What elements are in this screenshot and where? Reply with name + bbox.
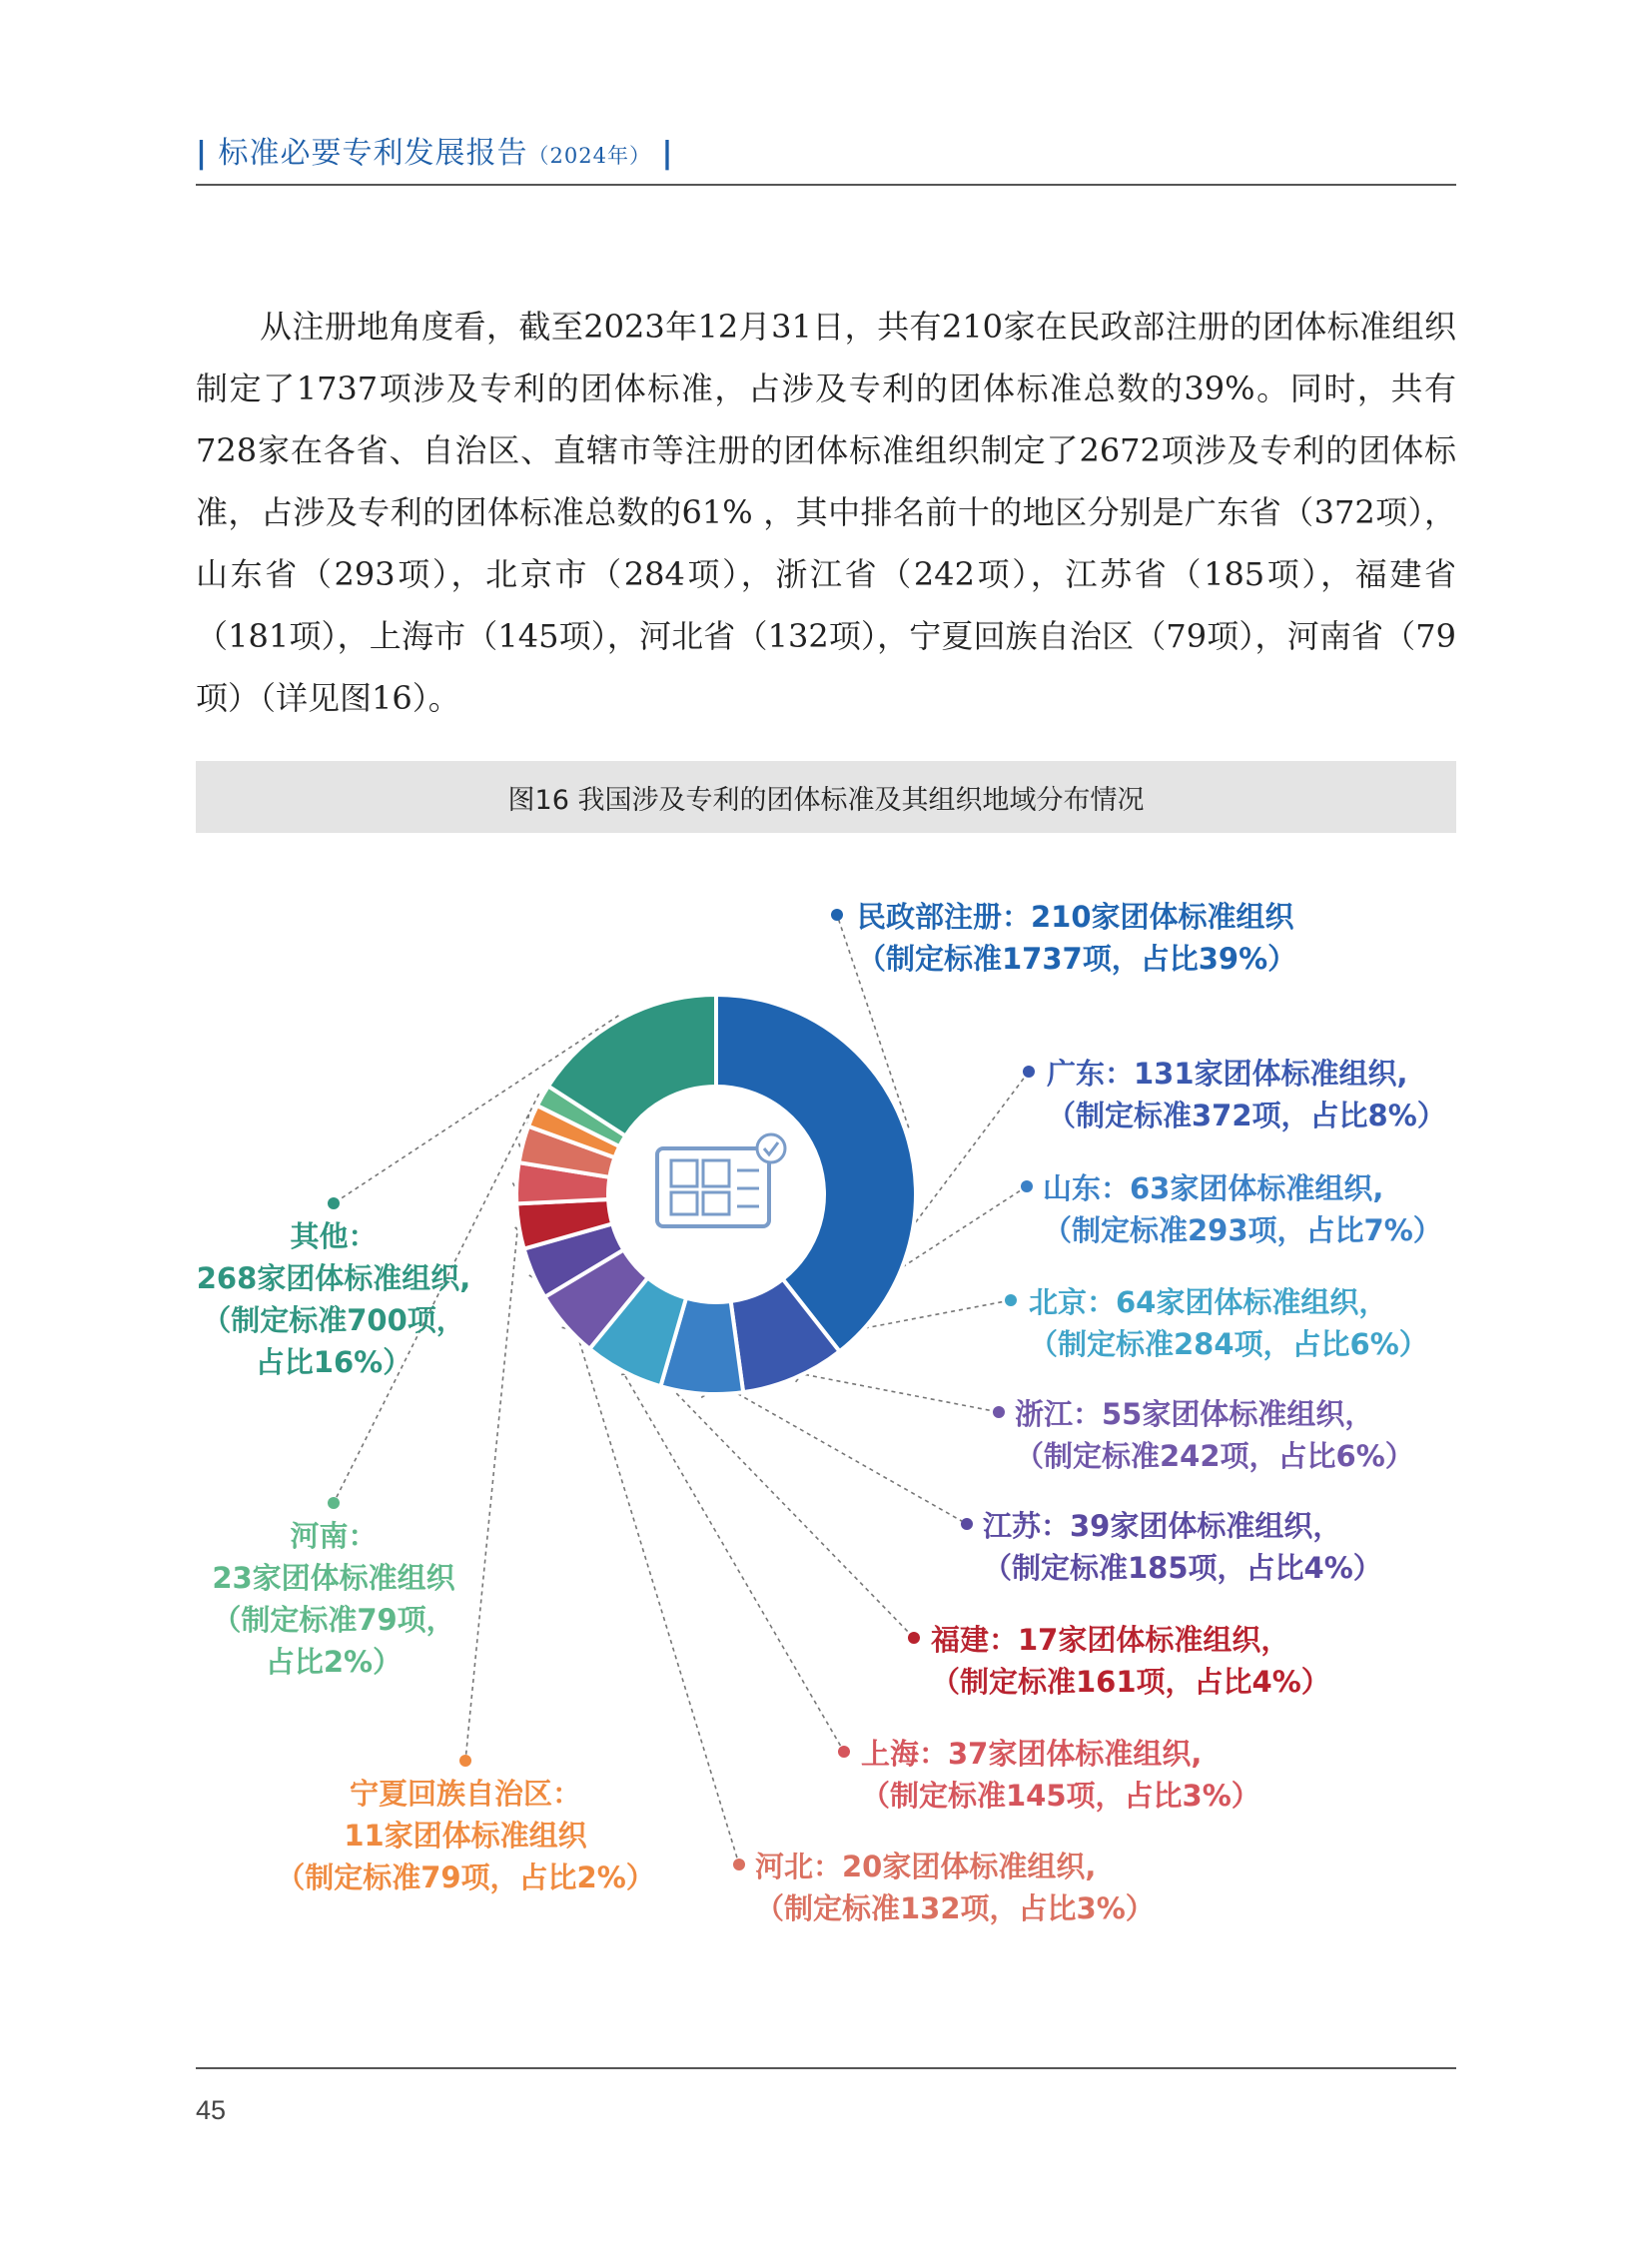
slice-label: （制定标准79项，占比2%） — [276, 1861, 655, 1894]
label-marker — [993, 1406, 1005, 1418]
report-year: （2024年） — [527, 144, 651, 168]
footer-rule — [196, 2067, 1456, 2069]
report-title: 标准必要专利发展报告 — [218, 136, 528, 171]
label-marker — [1021, 1180, 1033, 1192]
label-marker — [1005, 1294, 1017, 1306]
label-marker — [1023, 1066, 1035, 1078]
slice-label: （制定标准1737项，占比39%） — [857, 942, 1297, 976]
standard-document-icon — [657, 1134, 785, 1226]
running-header: | 标准必要专利发展报告（2024年） | — [196, 136, 674, 171]
label-marker — [328, 1497, 340, 1509]
slice-label: （制定标准293项，占比7%） — [1043, 1213, 1442, 1247]
slice-label: （制定标准284项，占比6%） — [1029, 1327, 1428, 1361]
slice-label: 北京：64家团体标准组织， — [1029, 1285, 1388, 1319]
slice-label: 福建：17家团体标准组织， — [931, 1623, 1290, 1657]
label-marker — [838, 1746, 850, 1758]
slice-label: 上海：37家团体标准组织, — [861, 1737, 1203, 1771]
slice-label: （制定标准185项，占比4%） — [983, 1551, 1382, 1585]
label-marker — [459, 1755, 471, 1767]
slice-label: 河北：20家团体标准组织, — [755, 1850, 1097, 1883]
slice-label: 11家团体标准组织 — [344, 1819, 587, 1853]
body-text: 从注册地角度看，截至2023年12月31日，共有210家在民政部注册的团体标准组织制定了1737项涉及专利的团体标准，占涉及专利的团体标准总数的39%。同时，共有728家在各省、自治区、直辖市等注册的团体标准组织制定了2672项涉及专利的团体标准，占涉及专利的团体标准总数的61% ，其中排名前十的地区分别是广东省（372项），山东省（293项），北京市（284项），浙江省（242项），江苏省（185项），福建省（181项），上海市（145项），河北省（132项），宁夏回族自治区（79项），河南省（79项）（详见图16）。 — [196, 308, 1456, 717]
slice-label: 宁夏回族自治区： — [349, 1777, 582, 1811]
figure-title: 图16 我国涉及专利的团体标准及其组织地域分布情况 — [507, 784, 1145, 816]
slice-label: （制定标准700项， — [202, 1303, 465, 1337]
slice-label: 浙江：55家团体标准组织， — [1015, 1397, 1374, 1431]
slice-label: 其他： — [290, 1219, 378, 1253]
slice-label: 江苏：39家团体标准组织， — [983, 1509, 1342, 1543]
slice-label: （制定标准79项， — [212, 1603, 455, 1637]
slice-label: 广东：131家团体标准组织, — [1047, 1057, 1408, 1091]
label-marker — [908, 1632, 920, 1644]
slice-label: 民政部注册：210家团体标准组织 — [857, 900, 1294, 934]
slice-label: 占比2%） — [265, 1645, 403, 1679]
slice-label: 山东：63家团体标准组织, — [1043, 1171, 1384, 1205]
donut-slices — [516, 995, 916, 1394]
label-marker — [328, 1197, 340, 1209]
label-marker — [961, 1518, 973, 1530]
slice-label: 河南： — [290, 1519, 378, 1553]
leader-line — [334, 1094, 539, 1503]
slice-label: 占比16%） — [255, 1345, 413, 1379]
label-marker — [733, 1859, 745, 1870]
slice-label: 23家团体标准组织 — [212, 1561, 455, 1595]
label-marker — [831, 909, 843, 921]
slice-label: （制定标准372项，占比8%） — [1047, 1099, 1446, 1132]
page-number: 45 — [196, 2095, 227, 2125]
slice-label: （制定标准132项，占比3%） — [755, 1891, 1155, 1925]
slice-label: （制定标准161项，占比4%） — [931, 1665, 1330, 1699]
slice-label: （制定标准242项，占比6%） — [1015, 1439, 1414, 1473]
slice-label: 268家团体标准组织, — [196, 1261, 471, 1295]
slice-label: （制定标准145项，占比3%） — [861, 1779, 1260, 1813]
